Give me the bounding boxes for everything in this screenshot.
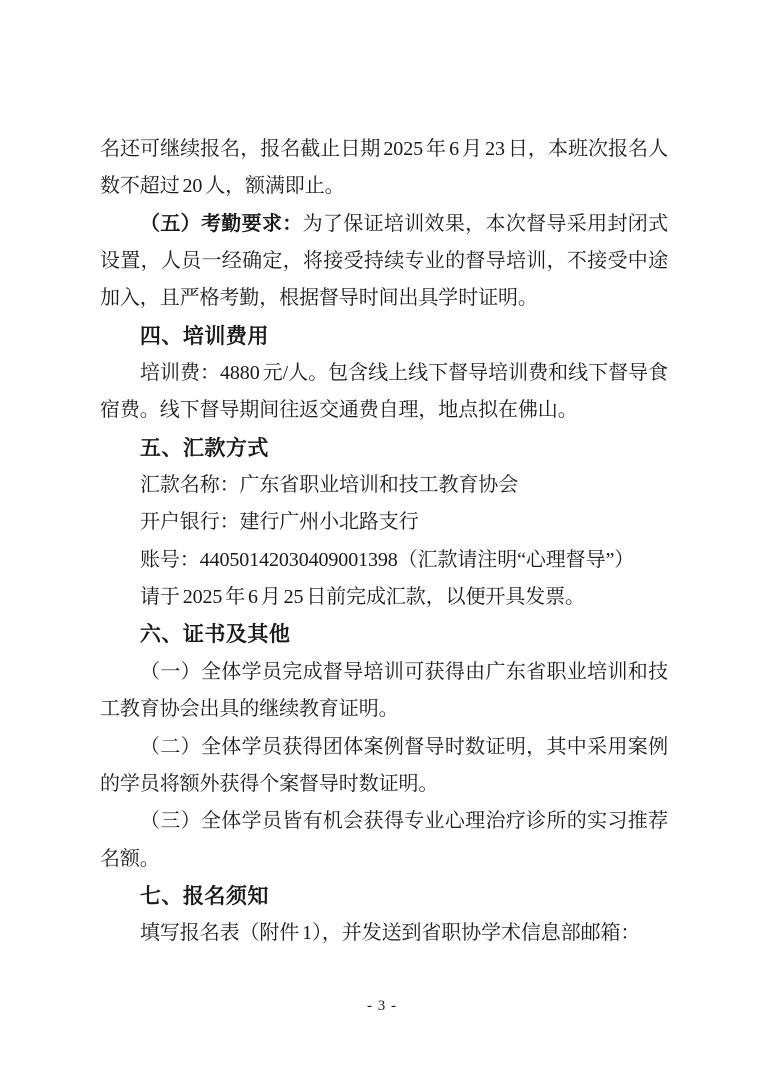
paragraph-attendance-body: 为了保证培训效果，本次督导采用封闭式设置，人员一经确定，将接受持续专业的督导培训，不接受中途加入，且严格考勤，根据督导时间出具学时证明。: [100, 212, 668, 310]
heading-section-4-training-fee: 四、培训费用: [139, 324, 269, 348]
heading-section-7-registration-notes: 七、报名须知: [139, 884, 269, 908]
heading-section-5-remittance: 五、汇款方式: [139, 436, 269, 460]
line-account-number: 账号：44050142030409001398（汇款请注明“心理督导”）: [140, 548, 635, 571]
line-bank-branch: 开户银行：建行广州小北路支行: [140, 511, 419, 534]
paragraph-training-fee: 培训费：4880 元/人。包含线上线下督导培训费和线下督导食宿费。线下督导期间往返交通费自理，地点拟在佛山。: [100, 362, 668, 422]
heading-section-6-certificates: 六、证书及其他: [139, 623, 291, 647]
document-content: [100, 131, 668, 953]
paragraph-attendance-lead: （五）考勤要求：: [140, 212, 303, 235]
line-remittance-name: 汇款名称：广东省职业培训和技工教育协会: [140, 474, 519, 497]
paragraph-registration-form: 填写报名表（附件 1），并发送到省职协学术信息部邮箱：: [140, 922, 641, 945]
page-number: - 3 -: [367, 998, 397, 1014]
paragraph-certificate-3: （三）全体学员皆有机会获得专业心理治疗诊所的实习推荐名额。: [100, 810, 668, 870]
paragraph-enrollment-deadline: 名还可继续报名，报名截止日期 2025 年 6 月 23 日，本班次报名人数不超过 20 人，额满即止。: [100, 138, 668, 198]
paragraph-certificate-2: （二）全体学员获得团体案例督导时数证明，其中采用案例的学员将额外获得个案督导时数证明。: [100, 735, 668, 795]
paragraph-attendance-requirement: [100, 206, 668, 318]
paragraph-certificate-1: （一）全体学员完成督导培训可获得由广东省职业培训和技工教育协会出具的继续教育证明。: [100, 660, 668, 721]
line-payment-deadline: 请于 2025 年 6 月 25 日前完成汇款，以便开具发票。: [140, 586, 585, 609]
